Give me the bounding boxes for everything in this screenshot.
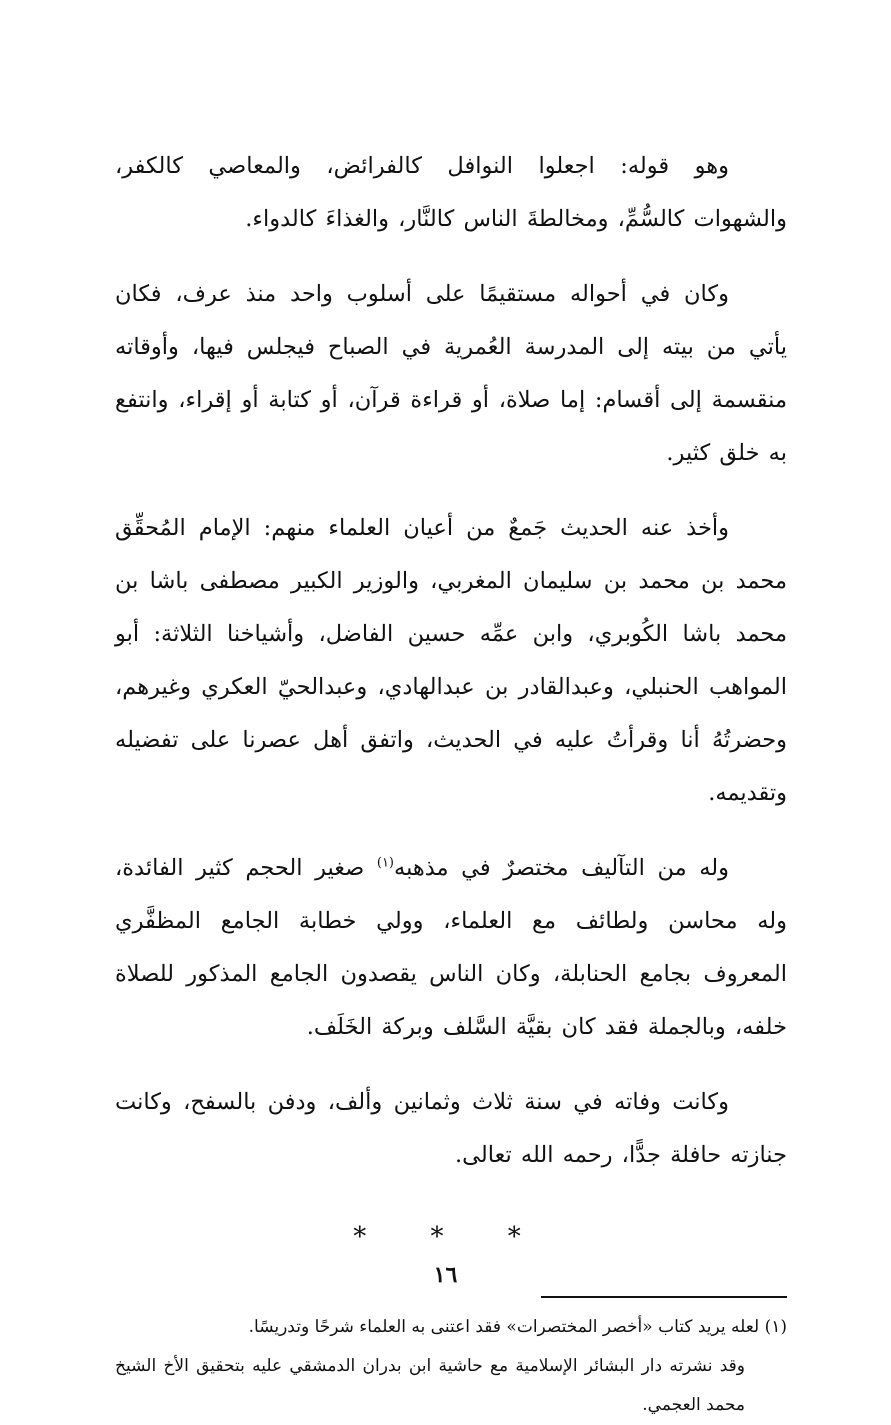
paragraph-2: وكان في أحواله مستقيمًا على أسلوب واحد منذ عرف، فكان يأتي من بيته إلى المدرسة العُمرية في الصباح فيجلس فيها، وأوقاته منقسمة إلى أقسام: إما صلاة، أو قراءة قرآن، أو كتابة أو إقراء، وانتفع به خلق كثير. <box>115 281 787 466</box>
footnote <box>115 1308 787 1425</box>
footnote-reference[interactable]: (١) <box>376 855 394 871</box>
paragraph-4 <box>115 842 787 1054</box>
page-number: ١٦ <box>433 1262 458 1288</box>
footnote-divider <box>541 1296 787 1298</box>
paragraph-4-text-after: صغير الحجم كثير الفائدة، وله محاسن ولطائف مع العلماء، وولي خطابة الجامع المظفَّري المعروف بجامع الحنابلة، وكان الناس يقصدون الجامع المذكور للصلاة خلفه، وبالجملة فقد كان بقيَّة السَّلف وبركة الخَلَف. <box>115 855 787 1040</box>
paragraph-5: وكانت وفاته في سنة ثلاث وثمانين وألف، ودفن بالسفح، وكانت جنازته حافلة جدًّا، رحمه الله تعالى. <box>115 1089 787 1168</box>
paragraph-3: وأخذ عنه الحديث جَمعٌ من أعيان العلماء منهم: الإمام المُحقِّق محمد بن محمد بن سليمان المغربي، والوزير الكبير مصطفى باشا بن محمد باشا الكُوبري، وابن عمِّه حسين الفاضل، وأشياخنا الثلاثة: أبو المواهب الحنبلي، وعبدالقادر بن عبدالهادي، وعبدالحيّ العكري وغيرهم، وحضرتُهُ أنا وقرأتُ عليه في الحديث، واتفق أهل عصرنا على تفضيله وتقديمه. <box>115 515 787 806</box>
paragraph-1: وهو قوله: اجعلوا النوافل كالفرائض، والمعاصي كالكفر، والشهوات كالسُّمِّ، ومخالطةَ الناس كالنَّار، والغذاءَ كالدواء. <box>115 153 787 232</box>
paragraph-4-text-before: وله من التآليف مختصرٌ في مذهبه <box>394 855 730 881</box>
page-body <box>115 140 787 1425</box>
section-separator: * * * <box>353 1222 549 1252</box>
footnote-line-1: (١) لعله يريد كتاب «أخصر المختصرات» فقد اعتنى به العلماء شرحًا وتدريسًا. <box>248 1317 787 1337</box>
footnote-line-2: وقد نشرته دار البشائر الإسلامية مع حاشية ابن بدران الدمشقي عليه بتحقيق الأخ الشيخ محمد العجمي. <box>115 1356 745 1415</box>
